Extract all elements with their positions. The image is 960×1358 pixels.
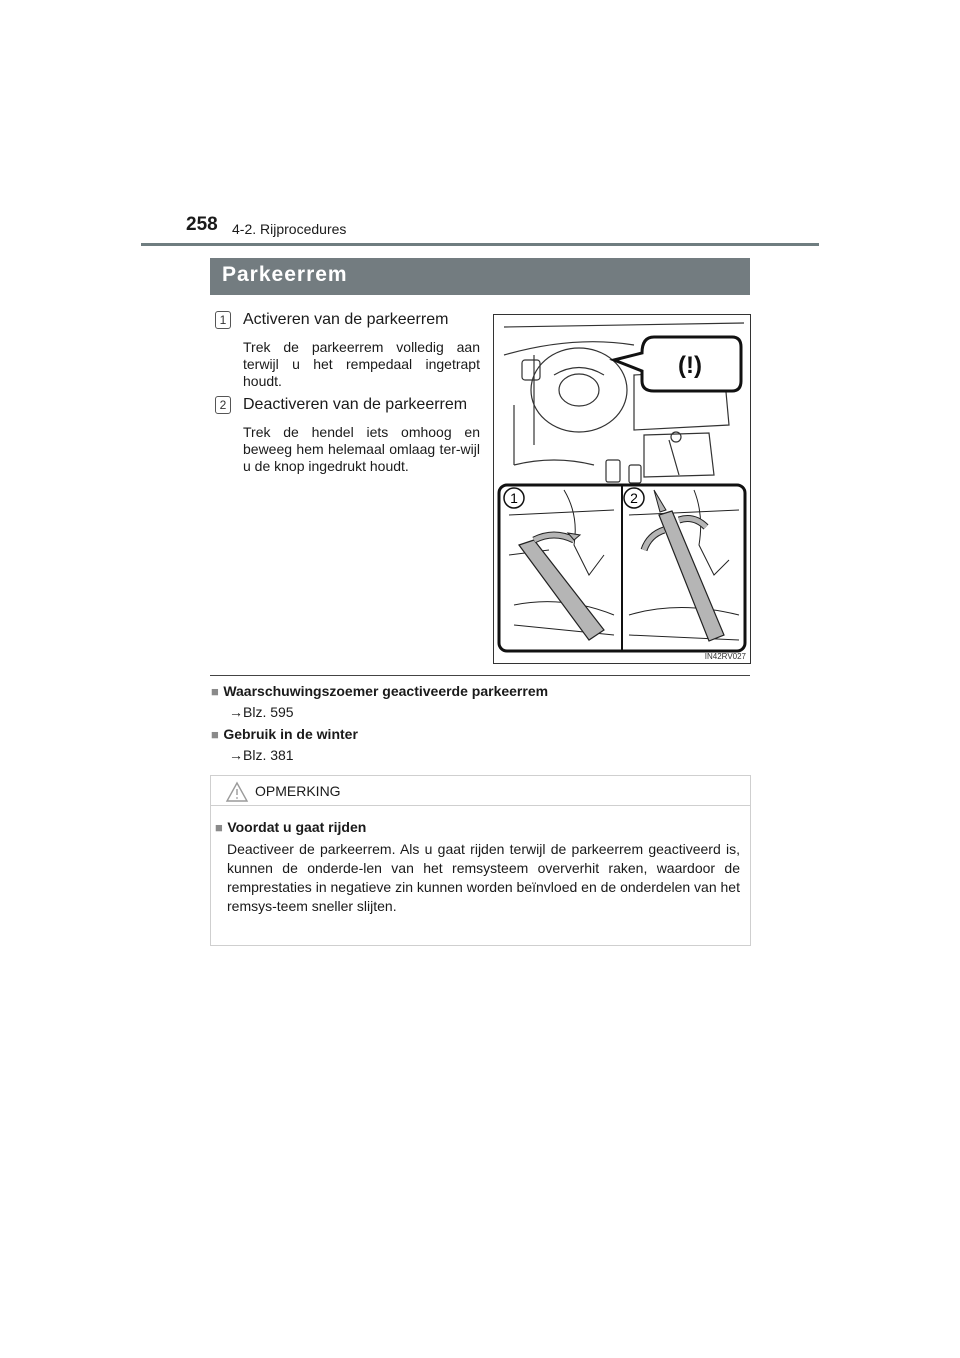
note-reference: →Blz. 595 [229, 704, 294, 720]
notice-heading-row [215, 819, 366, 837]
step-heading-2: Deactiveren van de parkeerrem [243, 396, 468, 413]
page-title: Parkeerrem [222, 263, 348, 286]
note-heading: Waarschuwingszoemer geactiveerde parkeerrem [223, 683, 549, 699]
step-body-2: Trek de hendel iets omhoog en beweeg hem helemaal omlaag ter-wijl u de knop ingedrukt houdt. [243, 424, 480, 474]
figure-label-1: 1 [510, 490, 518, 506]
square-bullet-icon: ■ [211, 684, 219, 699]
step-heading-1: Activeren van de parkeerrem [243, 311, 449, 328]
warning-symbol: (!) [678, 352, 702, 379]
notice-label: OPMERKING [255, 783, 341, 799]
notice-heading: Voordat u gaat rijden [227, 819, 367, 835]
warning-triangle-icon [225, 781, 249, 803]
notice-box [210, 775, 751, 946]
square-bullet-icon: ■ [215, 820, 223, 835]
step-number-1: 1 [215, 311, 231, 329]
note-waarschuwingszoemer [211, 683, 548, 701]
notice-divider [211, 805, 750, 806]
parking-brake-illustration [493, 314, 751, 664]
note-reference: →Blz. 381 [229, 747, 294, 763]
figure-label-2: 2 [630, 490, 638, 506]
figure-code: IN42RV027 [704, 652, 746, 661]
header-rule [141, 243, 819, 246]
square-bullet-icon: ■ [211, 727, 219, 742]
section-rule [210, 675, 750, 676]
page-number: 258 [186, 214, 218, 235]
title-bar [210, 258, 750, 295]
note-winter [211, 726, 358, 744]
note-heading: Gebruik in de winter [223, 726, 358, 742]
step-body-1: Trek de parkeerrem volledig aan terwijl u het rempedaal ingetrapt houdt. [243, 339, 480, 389]
section-title: 4-2. Rijprocedures [232, 221, 347, 237]
step-number-2: 2 [215, 396, 231, 414]
notice-body: Deactiveer de parkeerrem. Als u gaat rijden terwijl de parkeerrem geactiveerd is, kunnen de onderde-len van het remsysteem oververhit raken, waardoor de remprestaties in negatieve zin kunnen worden beïnvloed en de onderdelen van het remsys-teem sneller slijten. [227, 841, 740, 914]
